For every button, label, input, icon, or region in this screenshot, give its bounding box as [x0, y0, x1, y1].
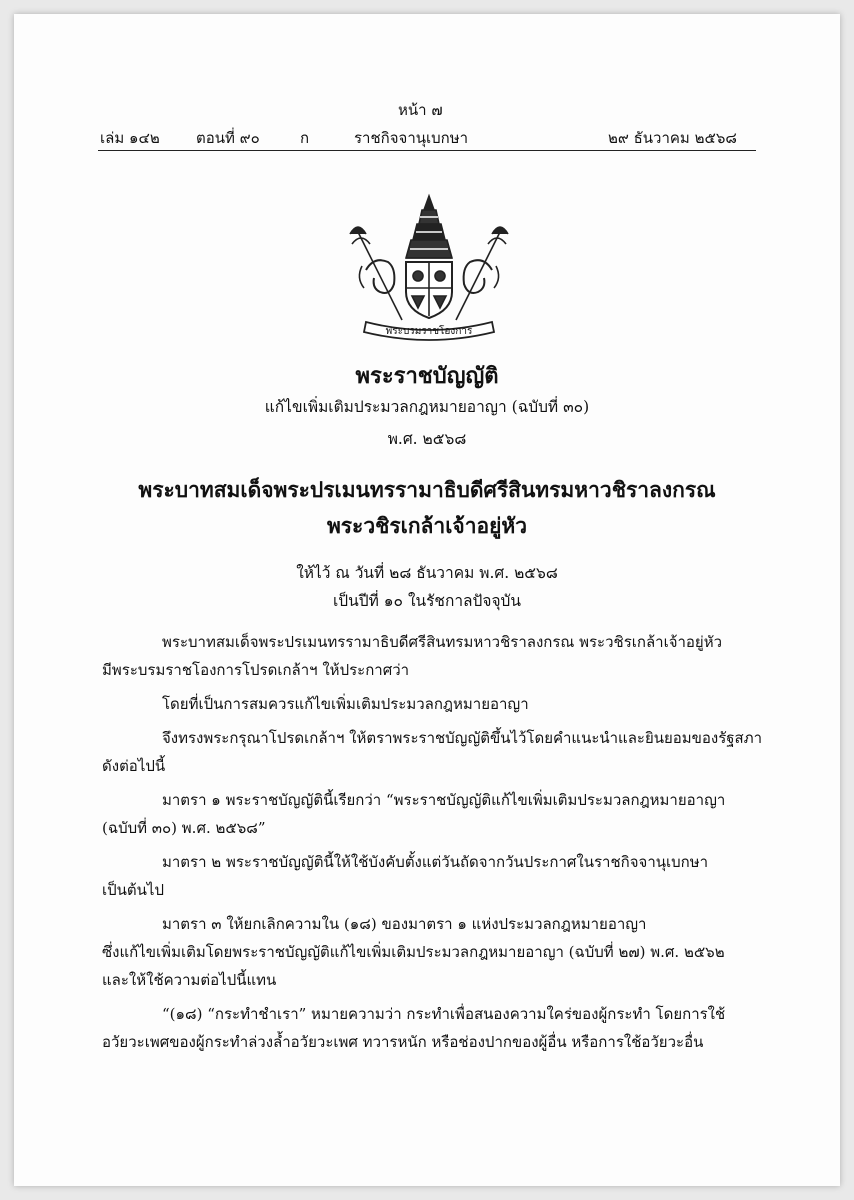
section1-line1: มาตรา ๑ พระราชบัญญัตินี้เรียกว่า “พระราชบัญญัติแก้ไขเพิ่มเติมประมวลกฎหมายอาญา	[162, 791, 726, 809]
definition-line1: “(๑๘) “กระทำชำเรา” หมายความว่า กระทำเพื่อสนองความใคร่ของผู้กระทำ โดยการใช้	[162, 1005, 726, 1023]
section3-line2: ซึ่งแก้ไขเพิ่มเติมโดยพระราชบัญญัติแก้ไขเพิ่มเติมประมวลกฎหมายอาญา (ฉบับที่ ๒๗) พ.ศ. ๒๕๖๒	[102, 943, 725, 961]
king-name-line2: พระวชิรเกล้าเจ้าอยู่หัว	[326, 513, 528, 538]
act-title: พระราชบัญญัติ	[355, 363, 499, 389]
act-subtitle: แก้ไขเพิ่มเติมประมวลกฎหมายอาญา (ฉบับที่ ๓๐)	[264, 398, 590, 416]
section3-line1: มาตรา ๓ ให้ยกเลิกความใน (๑๘) ของมาตรา ๑ แห่งประมวลกฎหมายอาญา	[162, 915, 647, 933]
reason-paragraph: โดยที่เป็นการสมควรแก้ไขเพิ่มเติมประมวลกฎหมายอาญา	[162, 695, 529, 713]
gazette-volume: เล่ม ๑๔๒	[100, 129, 160, 147]
section2-line2: เป็นต้นไป	[102, 881, 164, 899]
page-number: หน้า ๗	[398, 101, 443, 119]
reign-year: เป็นปีที่ ๑๐ ในรัชกาลปัจจุบัน	[333, 592, 521, 610]
enactment-line1: จึงทรงพระกรุณาโปรดเกล้าฯ ให้ตราพระราชบัญญัติขึ้นไว้โดยคำแนะนำและยินยอมของรัฐสภา	[162, 729, 762, 747]
gazette-section: ก	[300, 129, 310, 147]
preamble-line1: พระบาทสมเด็จพระปรเมนทรรามาธิบดีศรีสินทรมหาวชิราลงกรณ พระวชิรเกล้าเจ้าอยู่หัว	[162, 633, 723, 651]
document-page	[14, 14, 840, 1186]
gazette-name: ราชกิจจานุเบกษา	[354, 129, 469, 147]
king-name-line1: พระบาทสมเด็จพระปรเมนทรรามาธิบดีศรีสินทรมหาวชิราลงกรณ	[138, 477, 716, 502]
garuda-royal-seal-icon	[344, 192, 514, 342]
definition-line2: อวัยวะเพศของผู้กระทำล่วงล้ำอวัยวะเพศ ทวารหนัก หรือช่องปากของผู้อื่น หรือการใช้อวัยวะอื่น	[102, 1033, 704, 1051]
section2-line1: มาตรา ๒ พระราชบัญญัตินี้ให้ใช้บังคับตั้งแต่วันถัดจากวันประกาศในราชกิจจานุเบกษา	[162, 853, 709, 871]
gazette-date: ๒๙ ธันวาคม ๒๕๖๘	[608, 129, 737, 147]
gazette-issue: ตอนที่ ๙๐	[196, 129, 260, 147]
emblem-inscription: พระบรมราชโองการ	[385, 326, 473, 337]
section1-line2: (ฉบับที่ ๓๐) พ.ศ. ๒๕๖๘”	[102, 819, 266, 837]
preamble-line2: มีพระบรมราชโองการโปรดเกล้าฯ ให้ประกาศว่า	[102, 661, 410, 679]
act-year: พ.ศ. ๒๕๖๘	[387, 430, 467, 448]
header-rule	[98, 150, 756, 151]
enactment-line2: ดังต่อไปนี้	[102, 757, 166, 775]
given-date: ให้ไว้ ณ วันที่ ๒๘ ธันวาคม พ.ศ. ๒๕๖๘	[296, 564, 558, 582]
section3-line3: และให้ใช้ความต่อไปนี้แทน	[102, 971, 277, 989]
